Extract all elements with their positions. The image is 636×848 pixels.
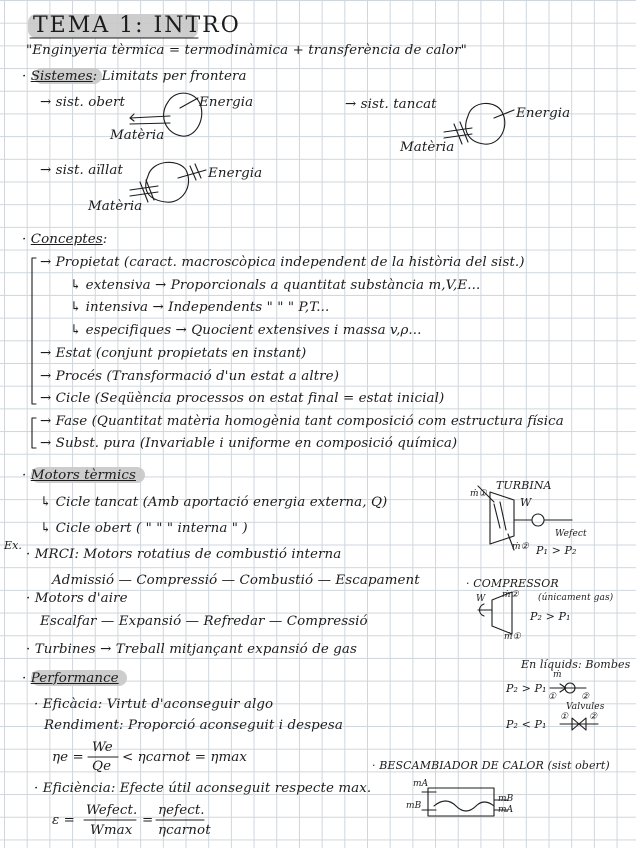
sist-aillat-energia: Energia: [208, 166, 263, 181]
besc-ma1: mA: [413, 779, 429, 789]
turbina-hatch1: [494, 504, 500, 528]
sistemes-rest: : Limitats per frontera: [92, 69, 247, 84]
eta-rhs: < ηcarnot = ηmax: [122, 750, 248, 765]
conceptes-line: · Conceptes:: [22, 232, 108, 247]
aillat-block-b: [146, 180, 154, 200]
concept-fase: → Fase (Quantitat matèria homogènia tant composició com estructura física: [40, 414, 564, 429]
aillat-materia-a: [130, 186, 158, 190]
besc-mb1: mB: [406, 801, 422, 811]
motors-aire: · Motors d'aire: [26, 591, 128, 606]
turbina-cond: P₁ > P₂: [536, 544, 577, 557]
subtitle: "Enginyeria tèrmica = termodinàmica + transferència de calor": [26, 43, 467, 58]
tancat-block-a: [454, 124, 462, 144]
sistemes-line: · Sistemes: Limitats per frontera: [22, 69, 247, 84]
obert-materia-arrow-out: [130, 123, 170, 124]
tancat-system-blob: [466, 103, 505, 144]
valvula-n4: ②: [589, 712, 598, 722]
eta-qe: Qe: [92, 759, 112, 774]
concept-intensiva: ↳ intensiva → Independents " " " P,T...: [70, 300, 330, 315]
mrci-steps: Admissió — Compressió — Combustió — Escapament: [52, 573, 420, 588]
conceptes-heading: Conceptes: [30, 232, 103, 247]
sist-obert-energia: Energia: [199, 95, 254, 110]
besc-mb2: mB: [498, 794, 514, 804]
eta-lhs: ηe =: [52, 750, 84, 765]
besc-ma2: mA: [498, 805, 514, 815]
concept-proces: → Procés (Transformació d'un estat a altre): [40, 369, 340, 384]
sist-obert: → sist. obert: [40, 95, 126, 110]
liquids-m: ṁ: [553, 670, 562, 680]
bomba-n1: ①: [548, 692, 557, 702]
turbina-w: W: [520, 496, 532, 509]
sist-tancat-energia: Energia: [516, 106, 571, 121]
valvules-label: Valvules: [566, 702, 605, 712]
concept-cicle: → Cicle (Seqüència processos on estat final = estat inicial): [40, 391, 445, 406]
eps-lhs: ε =: [52, 813, 75, 828]
compressor-m-out: ṁ①: [504, 632, 521, 642]
tancat-materia-a: [444, 128, 472, 132]
concept-extensiva: ↳ extensiva → Proporcionals a quantitat substància m,V,E...: [70, 278, 481, 293]
eps-nefect: ηefect.: [158, 803, 205, 818]
aire-steps: Escalfar — Expansió — Refredar — Compressió: [40, 614, 368, 629]
compressor-cond: P₂ > P₁: [530, 610, 571, 623]
cicle-tancat: ↳ Cicle tancat (Amb aportació energia externa, Q): [40, 495, 388, 510]
compressor-m-in: ṁ②: [502, 590, 519, 600]
ex-label: Ex.: [4, 539, 23, 552]
motors-heading: Motors tèrmics: [30, 468, 136, 483]
turbina-body: [490, 492, 514, 544]
cicle-obert: ↳ Cicle obert ( " " " interna " ): [40, 521, 248, 536]
turbina-in-pipe: [478, 486, 494, 502]
eps-ncarnot: ηcarnot: [158, 823, 211, 838]
sist-tancat: → sist. tancat: [345, 97, 437, 112]
eps-wefect: Wefect.: [86, 803, 138, 818]
conceptes-bracket-fase: [32, 418, 36, 448]
liquids-label: En líquids: Bombes: [521, 658, 631, 671]
conceptes-bracket-main: [32, 258, 36, 404]
obert-energia-arrow: [180, 98, 198, 108]
sist-aillat: → sist. aïllat: [40, 163, 123, 178]
concept-estat: → Estat (conjunt propietats en instant): [40, 346, 307, 361]
mrci: · MRCI: Motors rotatius de combustió interna: [26, 547, 342, 562]
conceptes-colon: :: [102, 232, 108, 247]
compressor-title: · COMPRESSOR: [466, 577, 559, 590]
concept-especifiques: ↳ especifiques → Quocient extensives i massa v,ρ...: [70, 323, 422, 338]
page-title: TEMA 1: INTRO: [33, 13, 241, 38]
bomba-n2: ②: [581, 692, 590, 702]
turbina-m-in: ṁ①: [470, 489, 487, 499]
turbina-m-out: ṁ②: [512, 542, 529, 552]
liquids-cond2: P₂ < P₁: [506, 718, 547, 731]
sist-aillat-materia: Matèria: [88, 199, 143, 214]
concept-propietat: → Propietat (caract. macroscòpica independent de la història del sist.): [40, 255, 525, 270]
rendiment: Rendiment: Proporció aconseguit i despesa: [44, 718, 343, 733]
turbina-generator: [532, 514, 544, 526]
turbina-hatch2: [500, 502, 506, 530]
aillat-energia-block-b: [195, 164, 201, 178]
compressor-w: W: [476, 594, 486, 604]
compressor-note: (únicament gas): [538, 593, 614, 603]
eps-eq: =: [142, 813, 154, 828]
sist-tancat-materia: Matèria: [400, 140, 455, 155]
turbina-wefect: Wefect: [555, 529, 587, 539]
concept-subst-pura: → Subst. pura (Invariable i uniforme en composició química): [40, 436, 458, 451]
besc-coil: [434, 801, 494, 811]
compressor-body: [492, 592, 512, 634]
sist-obert-materia: Matèria: [110, 128, 165, 143]
eficacia: · Eficàcia: Virtut d'aconseguir algo: [34, 697, 274, 712]
performance-heading: Performance: [30, 671, 119, 686]
liquids-cond1: P₂ > P₁: [506, 682, 547, 695]
motors-line: · Motors tèrmics: [22, 468, 136, 483]
eficiencia: · Eficiència: Efecte útil aconseguit respecte max.: [34, 781, 372, 796]
performance-line: · Performance: [22, 671, 119, 686]
bescambiador-title: · BESCAMBIADOR DE CALOR (sist obert): [372, 759, 610, 772]
eta-we: We: [92, 740, 113, 755]
valvula-n3: ①: [560, 712, 569, 722]
sistemes-heading: Sistemes: [30, 69, 93, 84]
turbina-title: TURBINA: [496, 479, 552, 492]
turbines: · Turbines → Treball mitjançant expansió de gas: [26, 642, 357, 657]
eps-wmax: Wmax: [90, 823, 133, 838]
